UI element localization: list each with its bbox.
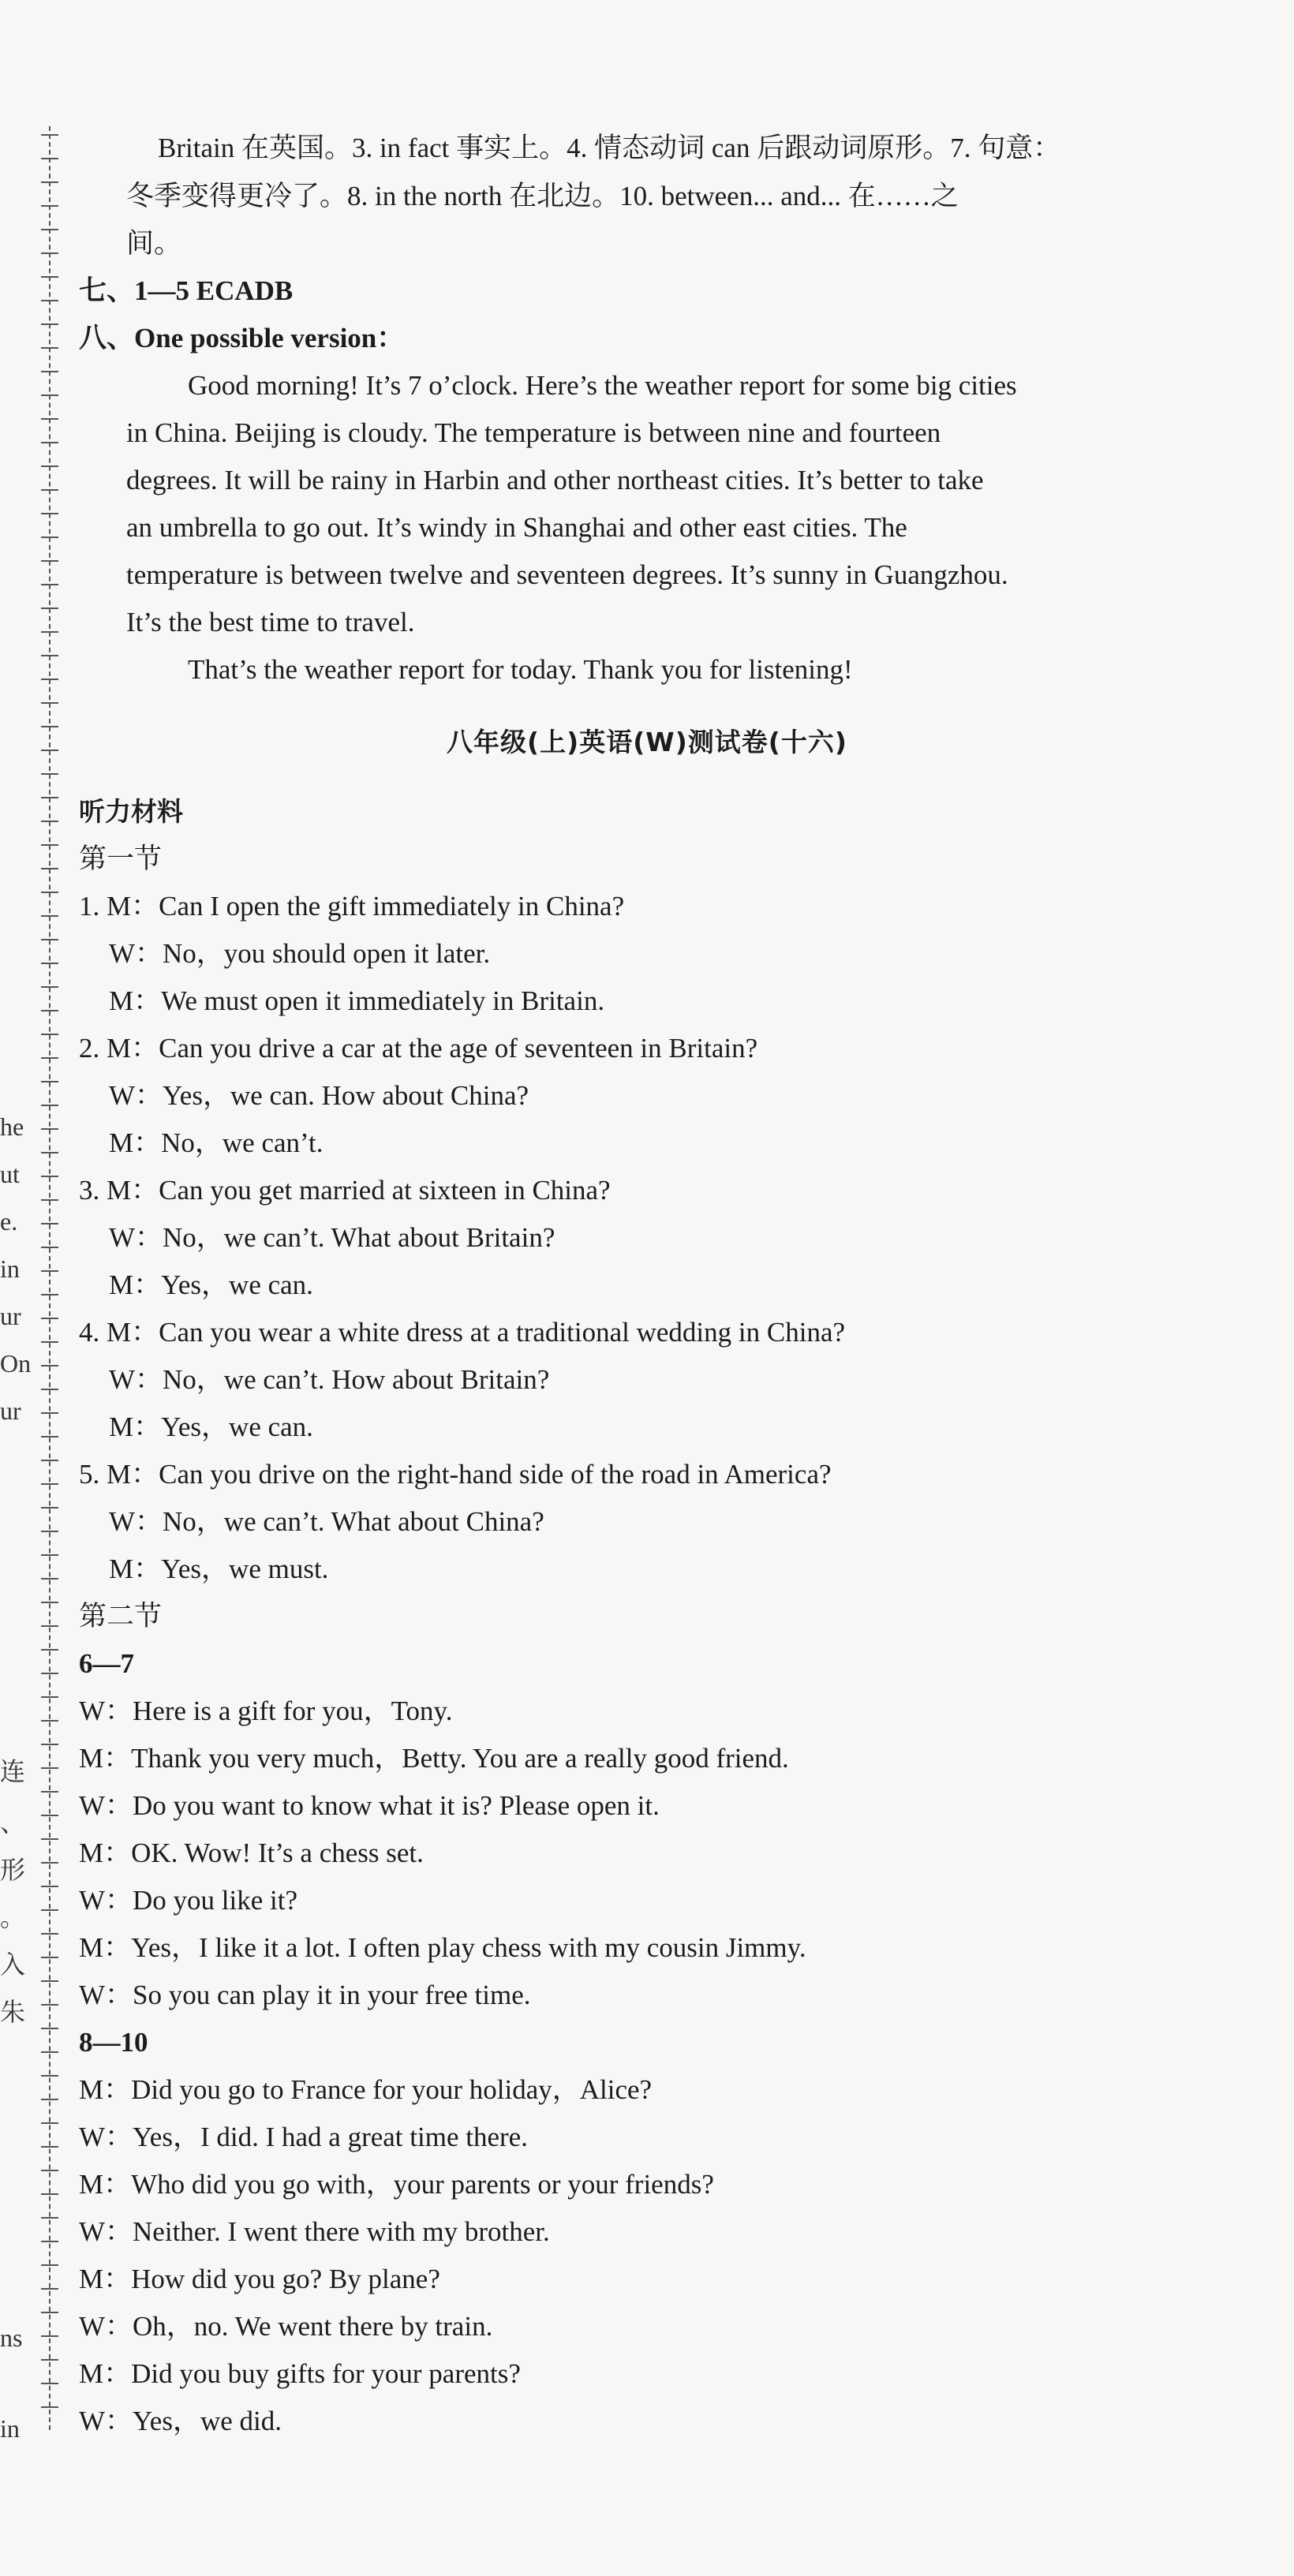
dialogue-line: M：Yes，I like it a lot. I often play chess with my cousin Jimmy. — [79, 1932, 806, 1963]
margin-fragment: 朱 — [0, 1998, 26, 2026]
binding-tick — [41, 2359, 58, 2361]
binding-tick — [41, 2406, 58, 2408]
binding-tick — [41, 1767, 58, 1769]
binding-tick — [41, 2146, 58, 2148]
binding-tick — [41, 584, 58, 585]
dialogue-line: M：Yes，we can. — [109, 1411, 313, 1442]
binding-tick — [41, 608, 58, 609]
binding-tick — [41, 1436, 58, 1438]
binding-tick — [41, 1341, 58, 1343]
binding-tick — [41, 1460, 58, 1461]
binding-tick — [41, 229, 58, 230]
binding-tick — [41, 1128, 58, 1130]
binding-tick — [41, 2075, 58, 2077]
binding-tick — [41, 655, 58, 656]
essay-line: in China. Beijing is cloudy. The temperature is between nine and fourteen — [126, 417, 941, 448]
dialogue-line: W：Do you want to know what it is? Please open it. — [79, 1790, 660, 1821]
binding-tick — [41, 489, 58, 491]
binding-tick — [41, 300, 58, 301]
binding-tick — [41, 773, 58, 775]
binding-tick — [41, 2217, 58, 2219]
binding-tick — [41, 986, 58, 988]
binding-tick — [41, 1578, 58, 1580]
binding-tick — [41, 205, 58, 207]
binding-tick — [41, 915, 58, 917]
binding-margin-line — [49, 126, 50, 2430]
binding-tick — [41, 2028, 58, 2029]
dialogue-line: M：OK. Wow! It’s a chess set. — [79, 1838, 424, 1868]
dialogue-line: W：Yes，we can. How about China? — [109, 1080, 529, 1111]
dialogue-line: M：Thank you very much，Betty. You are a really good friend. — [79, 1743, 789, 1774]
essay-line: Good morning! It’s 7 o’clock. Here’s the weather report for some big cities — [188, 370, 1017, 401]
binding-tick — [41, 1838, 58, 1840]
margin-fragment: 。 — [0, 1903, 26, 1931]
dialogue-line: M：We must open it immediately in Britain. — [109, 985, 605, 1016]
binding-tick — [41, 1649, 58, 1651]
binding-tick — [41, 1720, 58, 1722]
essay-line: That’s the weather report for today. Thank you for listening! — [188, 654, 853, 685]
dialogue-line: W：So you can play it in your free time. — [79, 1980, 531, 2010]
dialogue-line: W：Yes，we did. — [79, 2406, 282, 2436]
binding-tick — [41, 394, 58, 396]
margin-fragment: in — [0, 1254, 20, 1283]
group-8-10-label: 8—10 — [79, 2027, 148, 2058]
binding-tick — [41, 1152, 58, 1153]
binding-tick — [41, 1696, 58, 1698]
binding-tick — [41, 1010, 58, 1011]
binding-tick — [41, 418, 58, 420]
answer-line: 间。 — [126, 228, 182, 259]
margin-fragment: ns — [0, 2324, 23, 2352]
binding-tick — [41, 1886, 58, 1887]
binding-tick — [41, 1199, 58, 1201]
binding-tick — [41, 2170, 58, 2171]
margin-fragment: he — [0, 1112, 24, 1141]
binding-tick — [41, 963, 58, 964]
binding-tick — [41, 158, 58, 159]
binding-tick — [41, 465, 58, 467]
binding-tick — [41, 702, 58, 704]
binding-tick — [41, 1909, 58, 1911]
binding-tick — [41, 347, 58, 349]
binding-tick — [41, 821, 58, 822]
binding-tick — [41, 1531, 58, 1532]
dialogue-line: 5. M：Can you drive on the right-hand side of the road in America? — [79, 1459, 832, 1490]
margin-fragment: On — [0, 1349, 32, 1378]
dialogue-line: M：Yes，we must. — [109, 1553, 329, 1584]
listening-heading: 听力材料 — [79, 796, 183, 827]
binding-tick — [41, 2383, 58, 2384]
essay-line: It’s the best time to travel. — [126, 607, 415, 637]
essay-line: temperature is between twelve and seventeen degrees. It’s sunny in Guangzhou. — [126, 559, 1008, 590]
dialogue-line: W：No，we can’t. What about China? — [109, 1506, 544, 1537]
binding-tick — [41, 1034, 58, 1035]
binding-tick — [41, 1105, 58, 1106]
dialogue-line: W：Here is a gift for you，Tony. — [79, 1696, 453, 1726]
dialogue-line: M：Did you go to France for your holiday，Alice? — [79, 2074, 653, 2105]
binding-tick — [41, 2004, 58, 2006]
binding-tick — [41, 1957, 58, 1958]
dialogue-line: W：Yes，I did. I had a great time there. — [79, 2122, 528, 2152]
section-7-answers: 七、1—5 ECADB — [79, 275, 294, 306]
binding-tick — [41, 1980, 58, 1982]
binding-tick — [41, 868, 58, 869]
dialogue-line: W：Do you like it? — [79, 1885, 298, 1916]
dialogue-line: M：Who did you go with，your parents or your friends? — [79, 2169, 714, 2200]
margin-fragment: e. — [0, 1207, 18, 1236]
margin-fragment: 入 — [0, 1950, 26, 1979]
binding-tick — [41, 1673, 58, 1674]
binding-tick — [41, 797, 58, 798]
binding-tick — [41, 1412, 58, 1414]
binding-tick — [41, 1507, 58, 1509]
margin-fragment: 连 — [0, 1757, 26, 1785]
margin-fragment: ut — [0, 1160, 20, 1188]
binding-tick — [41, 2193, 58, 2195]
binding-tick — [41, 134, 58, 136]
binding-tick — [41, 513, 58, 514]
margin-fragment: ur — [0, 1396, 21, 1425]
binding-tick — [41, 537, 58, 538]
dialogue-line: M：How did you go? By plane? — [79, 2264, 440, 2294]
dialogue-line: W：No，we can’t. What about Britain? — [109, 1222, 555, 1253]
margin-fragment: in — [0, 2414, 20, 2443]
binding-tick — [41, 1602, 58, 1603]
essay-line: degrees. It will be rainy in Harbin and other northeast cities. It’s better to take — [126, 465, 984, 495]
binding-tick — [41, 560, 58, 562]
binding-tick — [41, 2241, 58, 2242]
dialogue-line: 3. M：Can you get married at sixteen in China? — [79, 1175, 611, 1206]
binding-tick — [41, 1862, 58, 1864]
binding-tick — [41, 892, 58, 893]
binding-tick — [41, 1294, 58, 1295]
binding-tick — [41, 1483, 58, 1485]
binding-tick — [41, 276, 58, 278]
part1-heading: 第一节 — [79, 843, 163, 874]
dialogue-line: W：No，we can’t. How about Britain? — [109, 1364, 550, 1395]
dialogue-line: 1. M：Can I open the gift immediately in China? — [79, 891, 625, 922]
section-8-label: 八、One possible version： — [79, 323, 405, 353]
binding-tick — [41, 2288, 58, 2290]
binding-tick — [41, 1389, 58, 1390]
binding-tick — [41, 1247, 58, 1248]
binding-tick — [41, 2099, 58, 2100]
binding-tick — [41, 252, 58, 254]
binding-tick — [41, 1365, 58, 1367]
binding-tick — [41, 442, 58, 443]
binding-tick — [41, 2312, 58, 2313]
binding-tick — [41, 1791, 58, 1793]
dialogue-line: M：No，we can’t. — [109, 1127, 324, 1158]
binding-tick — [41, 2051, 58, 2053]
binding-tick — [41, 1933, 58, 1935]
binding-tick — [41, 371, 58, 372]
margin-fragment: 、 — [0, 1808, 26, 1837]
dialogue-line: M：Yes，we can. — [109, 1269, 313, 1300]
dialogue-line: 2. M：Can you drive a car at the age of seventeen in Britain? — [79, 1033, 758, 1064]
margin-fragment: 形 — [0, 1856, 26, 1884]
dialogue-line: W：Neither. I went there with my brother. — [79, 2216, 550, 2247]
dialogue-line: W：Oh，no. We went there by train. — [79, 2311, 493, 2342]
binding-tick — [41, 1815, 58, 1816]
binding-tick — [41, 631, 58, 633]
margin-fragment: ur — [0, 1302, 21, 1330]
binding-tick — [41, 1223, 58, 1224]
binding-tick — [41, 1318, 58, 1319]
binding-tick — [41, 2264, 58, 2266]
binding-tick — [41, 1554, 58, 1556]
binding-tick — [41, 679, 58, 680]
binding-tick — [41, 1057, 58, 1059]
binding-tick — [41, 1744, 58, 1745]
group-6-7-label: 6—7 — [79, 1648, 134, 1679]
dialogue-line: M：Did you buy gifts for your parents? — [79, 2358, 521, 2389]
binding-tick — [41, 2335, 58, 2337]
binding-tick — [41, 844, 58, 846]
test-title: 八年级(上)英语(W)测试卷(十六) — [447, 727, 847, 757]
part2-heading: 第二节 — [79, 1601, 163, 1632]
answer-line: Britain 在英国。3. in fact 事实上。4. 情态动词 can 后跟动词原形。7. 句意： — [158, 133, 1061, 163]
binding-tick — [41, 181, 58, 183]
essay-line: an umbrella to go out. It’s windy in Shanghai and other east cities. The — [126, 512, 907, 543]
binding-tick — [41, 1625, 58, 1627]
dialogue-line: W：No，you should open it later. — [109, 938, 491, 969]
binding-tick — [41, 939, 58, 940]
binding-tick — [41, 323, 58, 325]
binding-tick — [41, 1176, 58, 1177]
binding-tick — [41, 1081, 58, 1082]
binding-tick — [41, 1270, 58, 1272]
dialogue-line: 4. M：Can you wear a white dress at a traditional wedding in China? — [79, 1317, 846, 1348]
answer-line: 冬季变得更冷了。8. in the north 在北边。10. between... and... 在……之 — [126, 181, 959, 211]
binding-tick — [41, 2122, 58, 2124]
